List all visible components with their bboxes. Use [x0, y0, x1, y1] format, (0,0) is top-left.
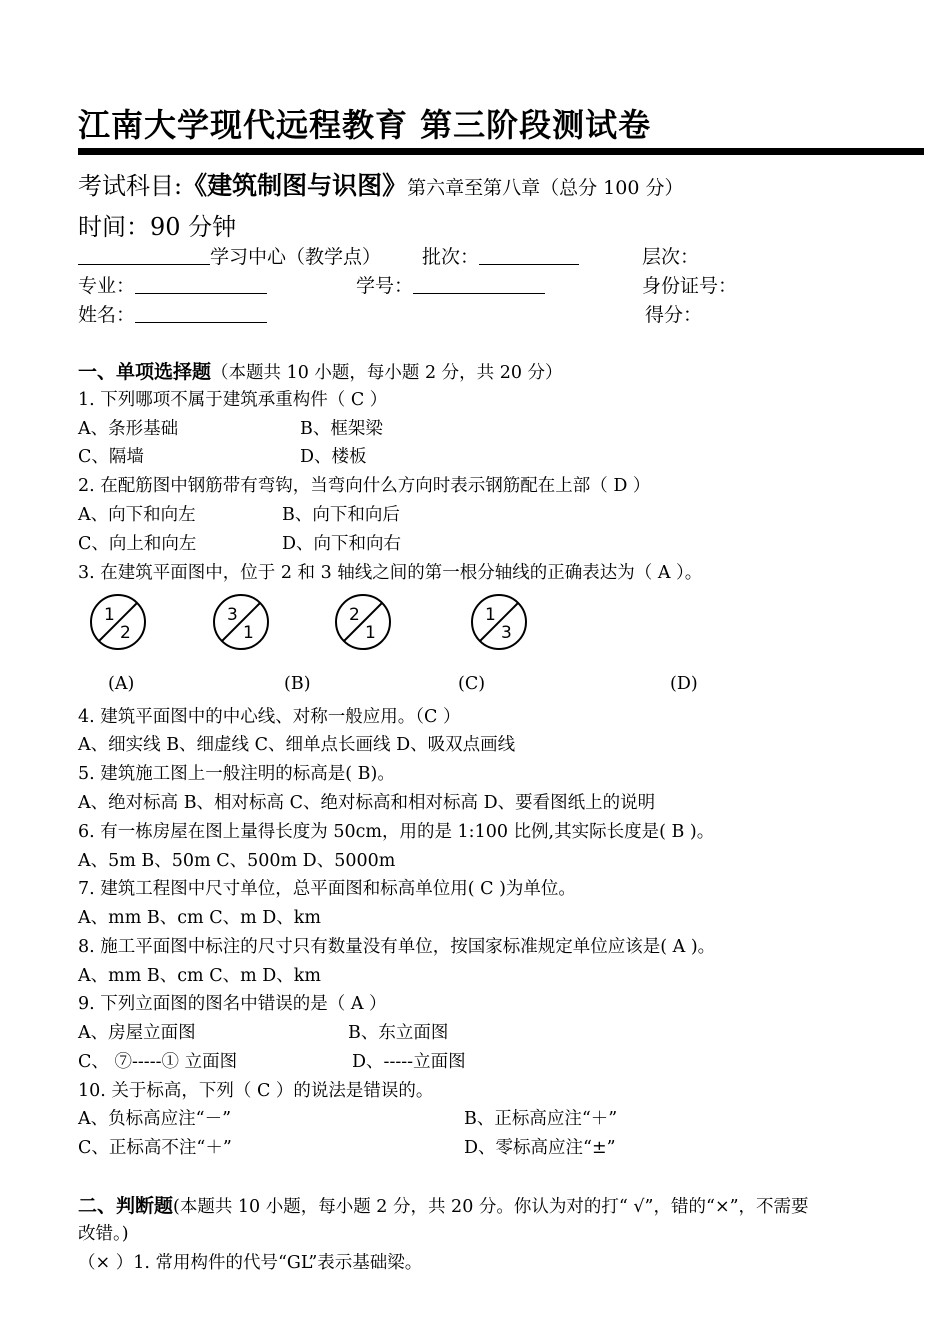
q9-option-b: B、东立面图 [348, 1023, 449, 1043]
question-3: 3. 在建筑平面图中，位于 2 和 3 轴线之间的第一根分轴线的正确表达为（ A ）。 [78, 563, 703, 583]
question-5: 5. 建筑施工图上一般注明的标高是( B)。 [78, 764, 395, 784]
question-1: 1. 下列哪项不属于建筑承重构件（ C ） [78, 390, 388, 410]
question-10: 10. 关于标高，下列（ C ）的说法是错误的。 [78, 1081, 434, 1101]
question-6: 6. 有一栋房屋在图上量得长度为 50cm，用的是 1:100 比例,其实际长度是( B )。 [78, 822, 715, 842]
axis-circle-b [211, 592, 271, 652]
exam-subject [78, 166, 683, 202]
batch-blank[interactable] [479, 245, 579, 265]
study-center-blank[interactable] [78, 245, 210, 265]
exam-time: 时间：90 分钟 [78, 213, 237, 241]
q2-option-b: B、向下和向后 [282, 505, 400, 525]
section1-heading [78, 357, 563, 384]
student-id-label: 学号： [356, 275, 414, 297]
level-label: 层次： [642, 246, 700, 268]
q2-option-a: A、向下和向左 [78, 505, 196, 525]
page-title: 江南大学现代远程教育 第三阶段测试卷 [78, 106, 652, 144]
q1-option-b: B、框架梁 [300, 419, 383, 439]
section2-note-cont: 改错。) [78, 1224, 129, 1244]
student-id-blank[interactable] [413, 274, 545, 294]
axis-circle-c [333, 592, 393, 652]
question-2: 2. 在配筋图中钢筋带有弯钩，当弯向什么方向时表示钢筋配在上部（ D ） [78, 476, 651, 496]
q9-option-d: D、-----立面图 [352, 1052, 466, 1072]
q1-option-c: C、隔墙 [78, 447, 144, 467]
q5-options: A、绝对标高 B、相对标高 C、绝对标高和相对标高 D、要看图纸上的说明 [78, 793, 656, 813]
section2-note: (本题共 10 小题，每小题 2 分，共 20 分。你认为对的打“ √”，错的“×”，不需要 [173, 1197, 809, 1217]
q9-option-c: C、 ⑦-----① 立面图 [78, 1052, 238, 1072]
name-blank[interactable] [135, 303, 267, 323]
major-label: 专业： [78, 275, 136, 297]
q1-option-d: D、楼板 [300, 447, 367, 467]
q8-options: A、mm B、cm C、m D、km [78, 966, 321, 986]
axis-circle-b-top: 3 [227, 605, 238, 625]
q10-option-c: C、正标高不注“＋” [78, 1138, 232, 1158]
question-8: 8. 施工平面图中标注的尺寸只有数量没有单位，按国家标准规定单位应该是( A )。 [78, 937, 716, 957]
q3-label-d: (D) [670, 674, 698, 694]
q9-option-a: A、房屋立面图 [78, 1023, 196, 1043]
name-field [78, 300, 267, 327]
batch-label: 批次： [422, 246, 480, 268]
question-7: 7. 建筑工程图中尺寸单位，总平面图和标高单位用( C )为单位。 [78, 879, 576, 899]
axis-circle-b-bottom: 1 [243, 623, 254, 643]
section2-heading [78, 1191, 809, 1218]
axis-circle-c-bottom: 1 [365, 623, 376, 643]
q3-label-b: (B) [284, 674, 311, 694]
section1-title: 一、单项选择题 [78, 361, 212, 383]
subject-scope: 第六章至第八章（总分 100 分） [407, 177, 684, 199]
axis-circle-a [88, 592, 148, 652]
section1-note: （本题共 10 小题，每小题 2 分，共 20 分） [211, 363, 563, 383]
axis-circle-d-bottom: 3 [501, 623, 512, 643]
q10-option-a: A、负标高应注“－” [78, 1109, 232, 1129]
major-field [78, 271, 267, 298]
q6-options: A、5m B、50m C、500m D、5000m [78, 851, 396, 871]
major-blank[interactable] [135, 274, 267, 294]
q4-options: A、细实线 B、细虚线 C、细单点长画线 D、吸双点画线 [78, 735, 516, 755]
subject-label: 考试科目: [78, 172, 183, 200]
question-9: 9. 下列立面图的图名中错误的是（ A ） [78, 994, 387, 1014]
axis-circle-c-top: 2 [349, 605, 360, 625]
batch-field [422, 242, 579, 269]
q2-option-d: D、向下和向右 [282, 534, 402, 554]
q10-option-b: B、正标高应注“＋” [464, 1109, 618, 1129]
title-rule [78, 148, 924, 155]
study-center-label: 学习中心（教学点） [210, 246, 382, 268]
axis-circle-d-top: 1 [485, 605, 496, 625]
q7-options: A、mm B、cm C、m D、km [78, 908, 321, 928]
q3-label-a: (A) [108, 674, 135, 694]
q2-option-c: C、向上和向左 [78, 534, 197, 554]
axis-circle-a-top: 1 [104, 605, 115, 625]
name-label: 姓名： [78, 304, 136, 326]
q10-option-d: D、零标高应注“±” [464, 1138, 616, 1158]
study-center-field [78, 242, 381, 269]
question-4: 4. 建筑平面图中的中心线、对称一般应用。（C ） [78, 707, 461, 727]
score-label: 得分： [645, 304, 703, 326]
axis-circle-d [469, 592, 529, 652]
q3-label-c: (C) [458, 674, 486, 694]
id-card-label: 身份证号： [642, 275, 738, 297]
q1-option-a: A、条形基础 [78, 419, 179, 439]
subject-name: 《建筑制图与识图》 [182, 171, 408, 200]
judge-question-1: （× ）1. 常用构件的代号“GL”表示基础梁。 [78, 1253, 423, 1273]
section2-title: 二、判断题 [78, 1195, 174, 1217]
axis-circle-a-bottom: 2 [120, 623, 131, 643]
student-id-field [356, 271, 545, 298]
